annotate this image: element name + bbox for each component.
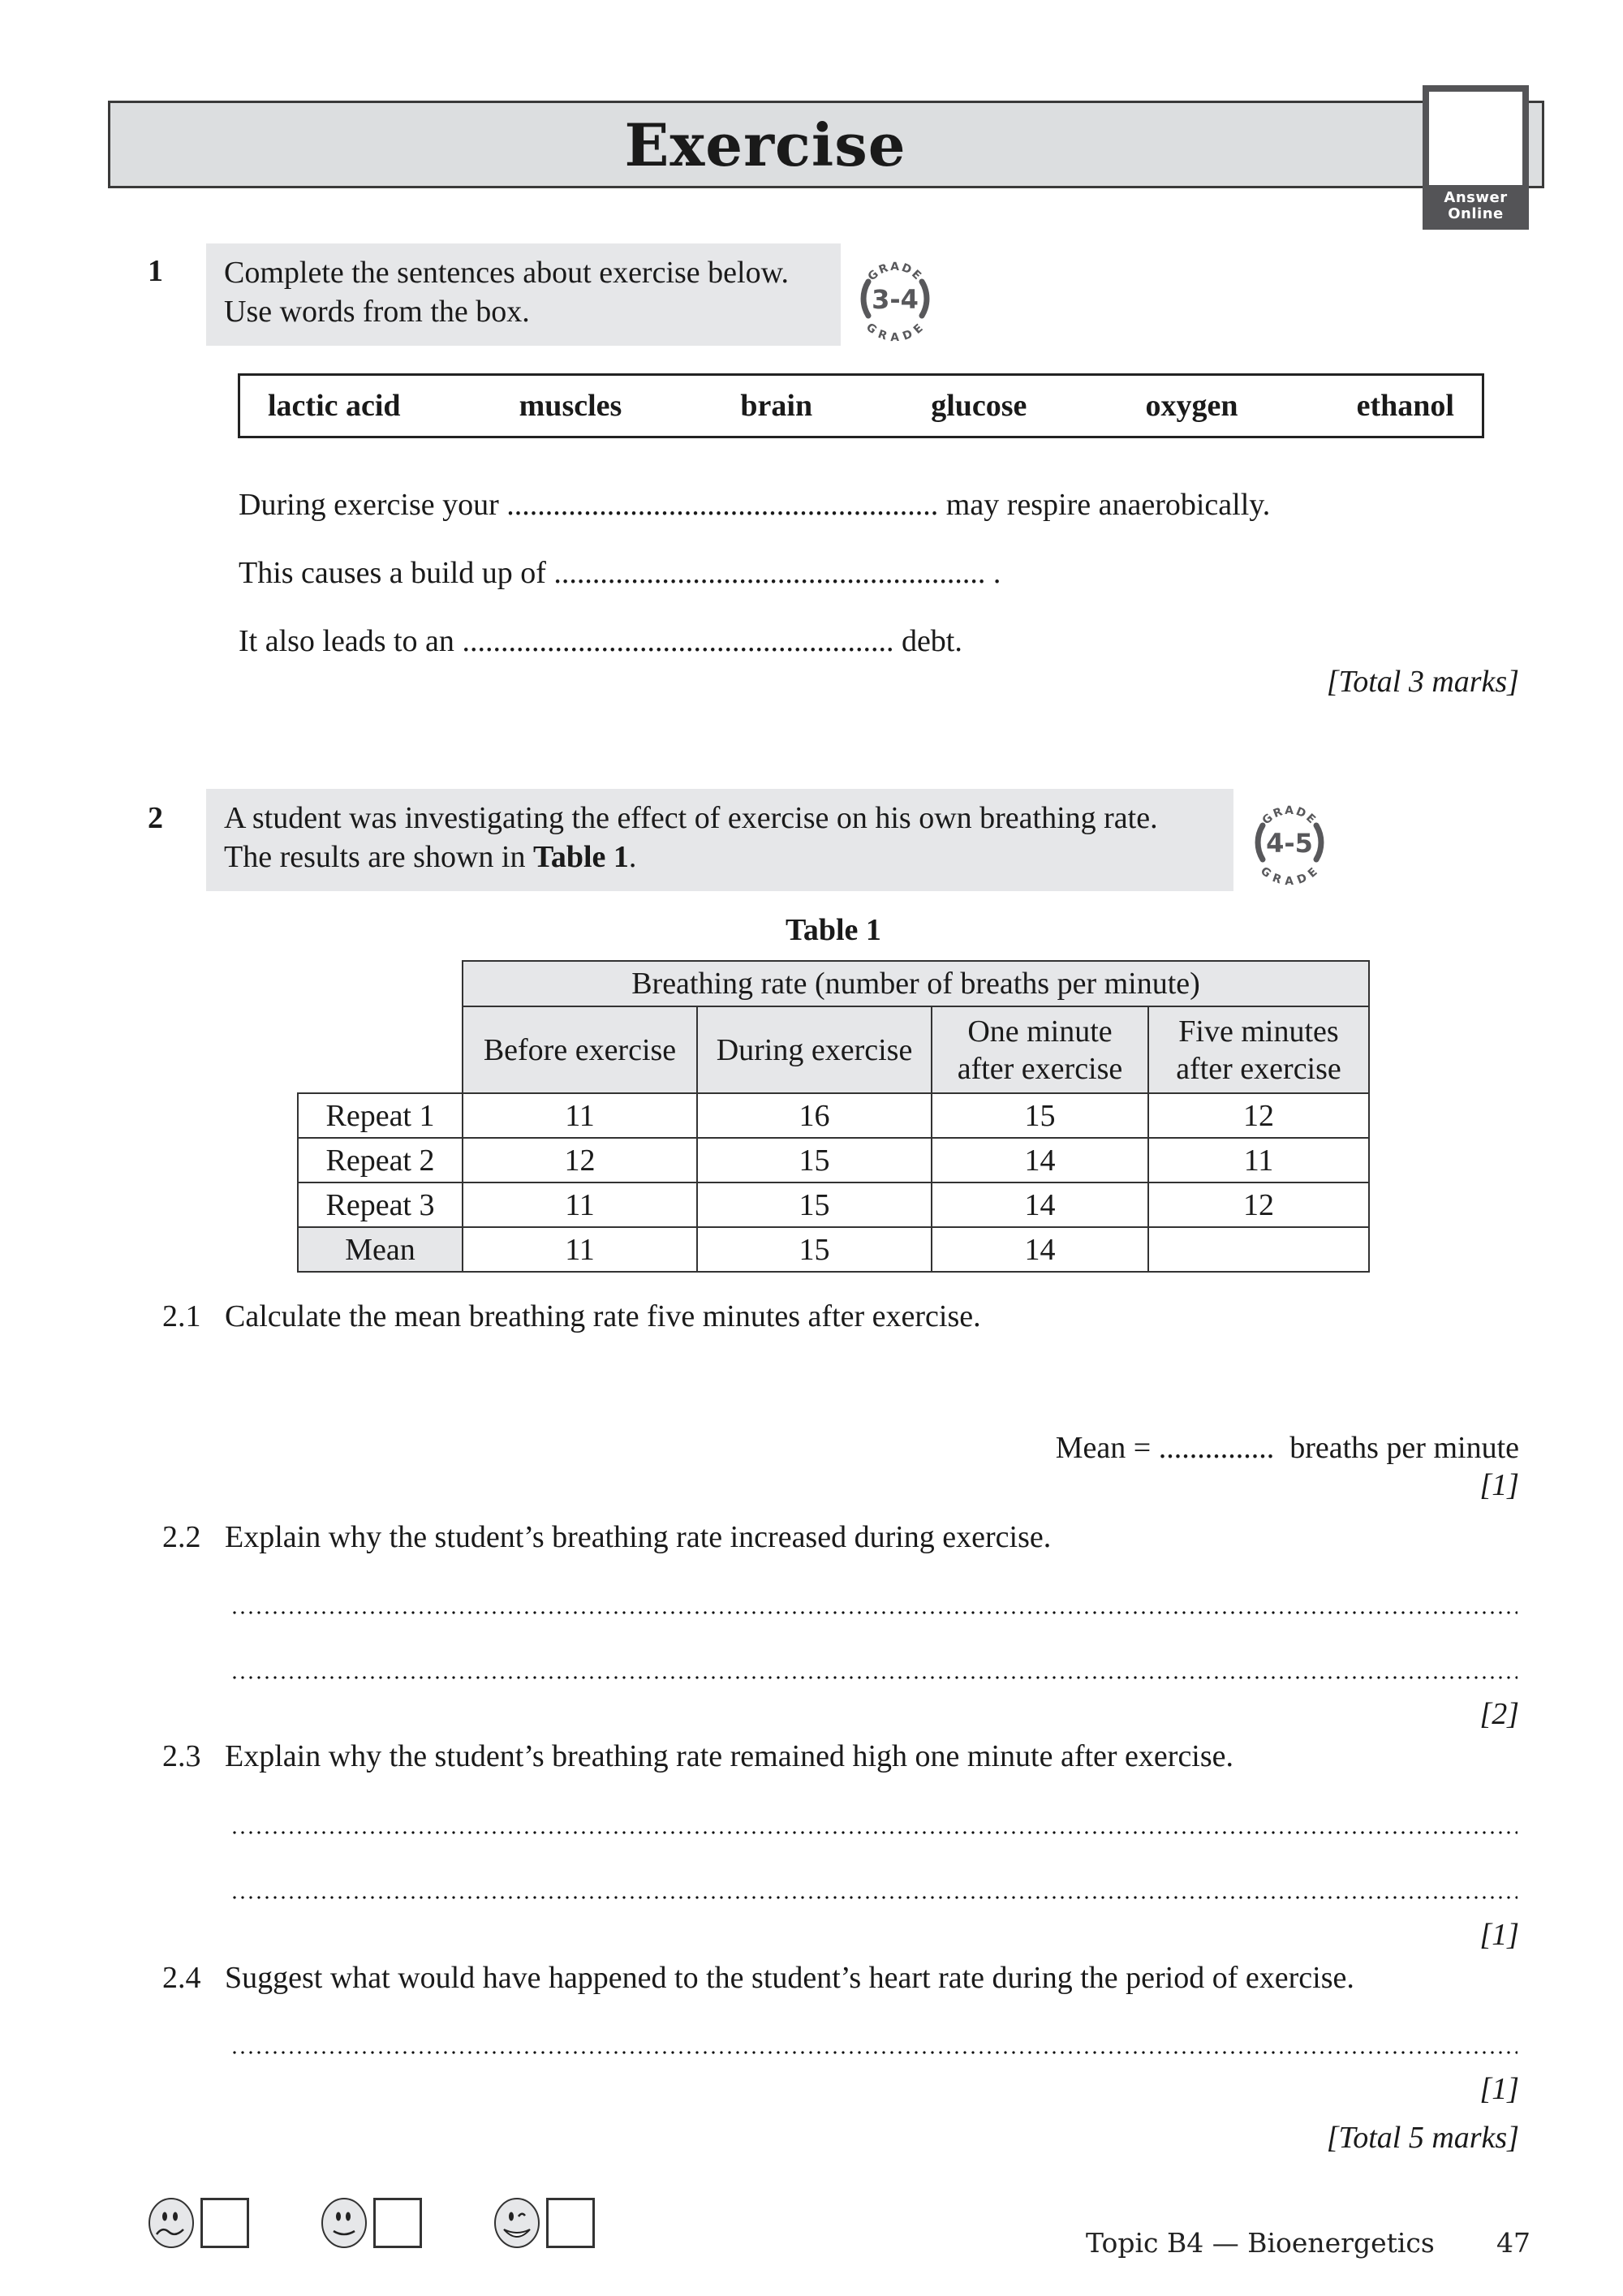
mean-answer-blank[interactable]: ............... xyxy=(1158,1431,1275,1465)
question-2-prompt-line1: A student was investigating the effect of exercise on his own breathing rate. xyxy=(224,801,1158,835)
table-cell: 15 xyxy=(697,1182,932,1227)
mean-five-minutes-answer-cell[interactable] xyxy=(1148,1227,1369,1272)
answer-line[interactable] xyxy=(230,2051,1518,2054)
word-bank-item: lactic acid xyxy=(268,389,401,423)
answer-blank-3[interactable]: ........................................................ xyxy=(462,624,894,658)
part-2-3-marks: [1] xyxy=(1479,1918,1519,1952)
breathing-rate-table xyxy=(297,960,1370,1273)
column-header: During exercise xyxy=(697,1006,932,1093)
column-header: Five minutes after exercise xyxy=(1148,1006,1369,1093)
answer-blank-1[interactable]: ........................................................ xyxy=(506,488,939,522)
table-row xyxy=(298,1093,1369,1138)
grade-badge-3-4-icon xyxy=(850,254,940,343)
part-2-4-text: Suggest what would have happened to the student’s heart rate during the period of exercise. xyxy=(225,1961,1354,1995)
table-cell: 12 xyxy=(463,1138,697,1182)
table-cell: 11 xyxy=(463,1182,697,1227)
answer-line[interactable] xyxy=(230,1676,1518,1679)
table-row xyxy=(298,1182,1369,1227)
part-2-1-marks: [1] xyxy=(1479,1468,1519,1502)
row-label: Repeat 2 xyxy=(298,1138,463,1182)
part-2-1-number: 2.1 xyxy=(162,1299,201,1333)
sentence-2: This causes a build up of ........................................................ . xyxy=(239,556,1001,590)
answer-line[interactable] xyxy=(230,1611,1518,1614)
part-2-4-number: 2.4 xyxy=(162,1961,201,1995)
table-row xyxy=(298,1138,1369,1182)
question-2-prompt-box xyxy=(206,789,1233,891)
table-cell: 12 xyxy=(1148,1182,1369,1227)
part-2-1-answer-line: Mean = ............... breaths per minute xyxy=(1055,1431,1519,1465)
answer-line[interactable] xyxy=(230,1896,1518,1899)
question-2-number: 2 xyxy=(148,801,163,835)
row-label: Repeat 1 xyxy=(298,1093,463,1138)
answer-online-checkbox[interactable] xyxy=(1429,92,1522,185)
table-cell: 11 xyxy=(463,1093,697,1138)
svg-text:GRADE: GRADE xyxy=(863,321,928,343)
title-bar xyxy=(108,101,1544,188)
table-cell: 12 xyxy=(1148,1093,1369,1138)
table-cell: 15 xyxy=(697,1138,932,1182)
table-cell: 16 xyxy=(697,1093,932,1138)
sentence-3: It also leads to an ........................................................ debt. xyxy=(239,624,962,658)
question-1-prompt-line1: Complete the sentences about exercise below. xyxy=(224,256,790,290)
svg-text:GRADE: GRADE xyxy=(1258,864,1322,887)
row-label: Repeat 3 xyxy=(298,1182,463,1227)
svg-text:4-5: 4-5 xyxy=(1266,828,1313,859)
smiling-face-icon xyxy=(321,2197,368,2249)
column-header: Before exercise xyxy=(463,1006,697,1093)
table-cell: 15 xyxy=(932,1093,1148,1138)
table-cell: 15 xyxy=(697,1227,932,1272)
row-label: Mean xyxy=(298,1227,463,1272)
question-2-prompt-line2: The results are shown in Table 1. xyxy=(224,840,637,874)
word-bank-item: ethanol xyxy=(1356,389,1454,423)
question-2-total-marks: [Total 5 marks] xyxy=(1326,2121,1519,2155)
word-bank-item: glucose xyxy=(931,389,1027,423)
table-group-header: Breathing rate (number of breaths per minute) xyxy=(463,961,1369,1006)
part-2-1-text: Calculate the mean breathing rate five minutes after exercise. xyxy=(225,1299,981,1333)
svg-text:3-4: 3-4 xyxy=(872,284,919,315)
confidence-checkbox-medium[interactable] xyxy=(373,2198,422,2248)
question-1-total-marks: [Total 3 marks] xyxy=(1326,665,1519,699)
question-1-prompt-box xyxy=(206,243,841,346)
part-2-2-number: 2.2 xyxy=(162,1520,201,1554)
page-title: Exercise xyxy=(624,110,906,179)
table-cell: 14 xyxy=(932,1182,1148,1227)
question-1-number: 1 xyxy=(148,254,163,288)
table-cell: 11 xyxy=(1148,1138,1369,1182)
worried-face-icon xyxy=(148,2197,195,2249)
question-1-prompt-line2: Use words from the box. xyxy=(224,295,530,329)
page-number: 47 xyxy=(1496,2227,1530,2259)
word-bank xyxy=(238,373,1484,438)
answer-online-label: Answer Online xyxy=(1444,189,1508,222)
table-cell: 11 xyxy=(463,1227,697,1272)
word-bank-item: muscles xyxy=(519,389,622,423)
answer-line[interactable] xyxy=(230,1831,1518,1834)
svg-text:GRADE: GRADE xyxy=(1259,803,1319,828)
part-2-2-text: Explain why the student’s breathing rate increased during exercise. xyxy=(225,1520,1052,1554)
confidence-checkbox-low[interactable] xyxy=(200,2198,249,2248)
part-2-3-number: 2.3 xyxy=(162,1739,201,1773)
column-header: One minute after exercise xyxy=(932,1006,1148,1093)
winking-face-icon xyxy=(493,2197,540,2249)
table-row-mean xyxy=(298,1227,1369,1272)
footer-topic: Topic B4 — Bioenergetics xyxy=(1086,2227,1435,2259)
confidence-checkbox-high[interactable] xyxy=(546,2198,595,2248)
answer-blank-2[interactable]: ........................................................ xyxy=(553,556,986,590)
part-2-2-marks: [2] xyxy=(1479,1697,1519,1731)
table-cell: 14 xyxy=(932,1227,1148,1272)
word-bank-item: brain xyxy=(740,389,813,423)
svg-text:GRADE: GRADE xyxy=(865,260,925,284)
table-caption: Table 1 xyxy=(786,913,881,947)
sentence-1: During exercise your ........................................................ may respire anaerobically. xyxy=(239,488,1271,522)
part-2-4-marks: [1] xyxy=(1479,2072,1519,2106)
grade-badge-4-5-icon xyxy=(1245,798,1334,887)
table-cell: 14 xyxy=(932,1138,1148,1182)
part-2-3-text: Explain why the student’s breathing rate remained high one minute after exercise. xyxy=(225,1739,1234,1773)
answer-online-button[interactable] xyxy=(1423,85,1529,230)
word-bank-item: oxygen xyxy=(1145,389,1238,423)
